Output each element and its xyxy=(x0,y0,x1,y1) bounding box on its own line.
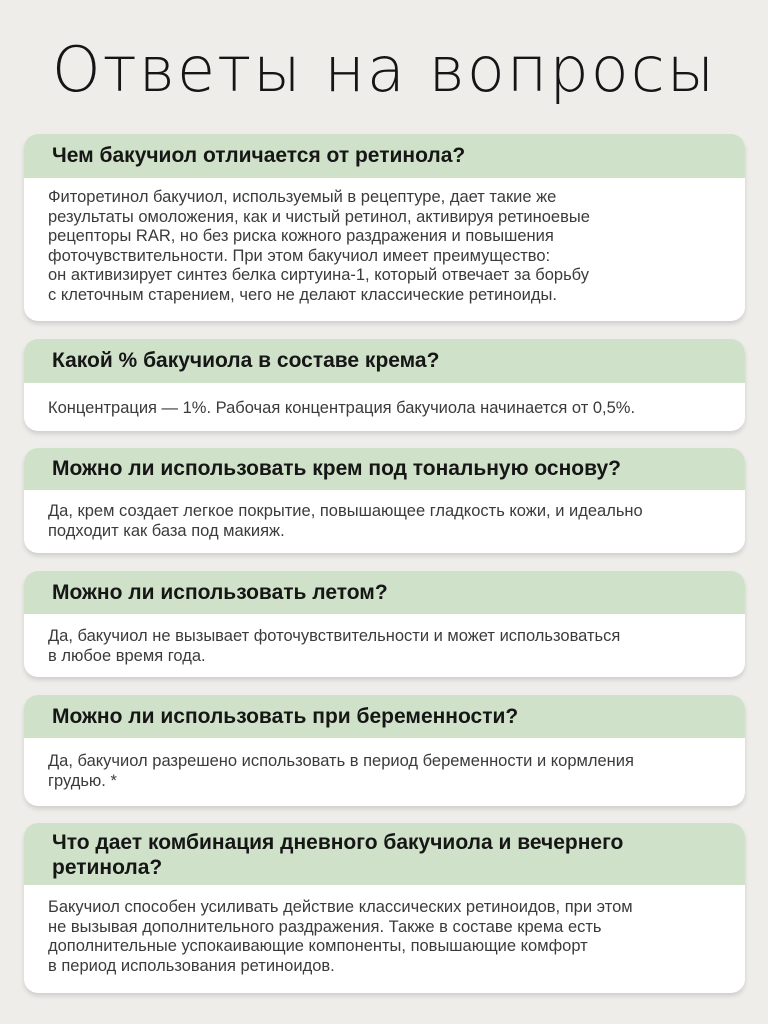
faq-answer: Концентрация — 1%. Рабочая концентрация бакучиола начинается от 0,5%. xyxy=(48,399,636,417)
faq-question-header xyxy=(24,339,745,383)
faq-question-header xyxy=(24,571,745,614)
faq-answer-body xyxy=(24,490,745,541)
faq-answer: Да, бакучиол не вызывает фоточувствительности и может использоваться в любое время года. xyxy=(48,627,621,665)
faq-answer: Фиторетинол бакучиол, используемый в рецептуре, дает такие же результаты омоложения, как и чистый ретинол, активируя ретиноевые рецепторы RAR, но без риска кожного раздражения и повышения фоточувствительности. При этом бакучиол имеет преимущество: он активизирует синтез белка сиртуина-1, который отвечает за борьбу с клеточным старением, чего не делают классические ретиноиды. xyxy=(48,188,590,304)
faq-question: Чем бакучиол отличается от ретинола? xyxy=(52,144,466,167)
faq-answer-body xyxy=(24,178,745,305)
faq-question: Можно ли использовать летом? xyxy=(52,580,388,604)
faq-answer-body xyxy=(24,738,745,791)
faq-card-baku-vs-retinol xyxy=(24,134,745,321)
faq-question: Можно ли использовать крем под тональную основу? xyxy=(52,457,621,480)
faq-card-foundation xyxy=(24,448,745,553)
faq-answer: Бакучиол способен усиливать действие классических ретиноидов, при этом не вызывая дополнительного раздражения. Также в составе крема есть дополнительные успокаивающие компоненты, повышающие комфорт в период использования ретиноидов. xyxy=(48,898,633,975)
faq-card-concentration xyxy=(24,339,745,431)
faq-question-header xyxy=(24,823,745,885)
faq-answer-body xyxy=(24,885,745,976)
faq-card-combination xyxy=(24,823,745,993)
faq-card-pregnancy xyxy=(24,695,745,806)
faq-answer-body xyxy=(24,614,745,666)
faq-answer: Да, крем создает легкое покрытие, повышающее гладкость кожи, и идеально подходит как база под макияж. xyxy=(48,502,643,540)
faq-question-header xyxy=(24,134,745,178)
page-title: Ответы на вопросы xyxy=(51,33,717,106)
faq-question: Какой % бакучиола в составе крема? xyxy=(52,349,440,372)
faq-answer-body xyxy=(24,383,745,419)
faq-question-header xyxy=(24,448,745,490)
faq-question: Что дает комбинация дневного бакучиола и вечернего ретинола? xyxy=(52,831,624,879)
faq-card-summer xyxy=(24,571,745,677)
faq-question-header xyxy=(24,695,745,738)
faq-answer: Да, бакучиол разрешено использовать в период беременности и кормления грудью. * xyxy=(48,752,634,790)
faq-question: Можно ли использовать при беременности? xyxy=(52,704,519,728)
